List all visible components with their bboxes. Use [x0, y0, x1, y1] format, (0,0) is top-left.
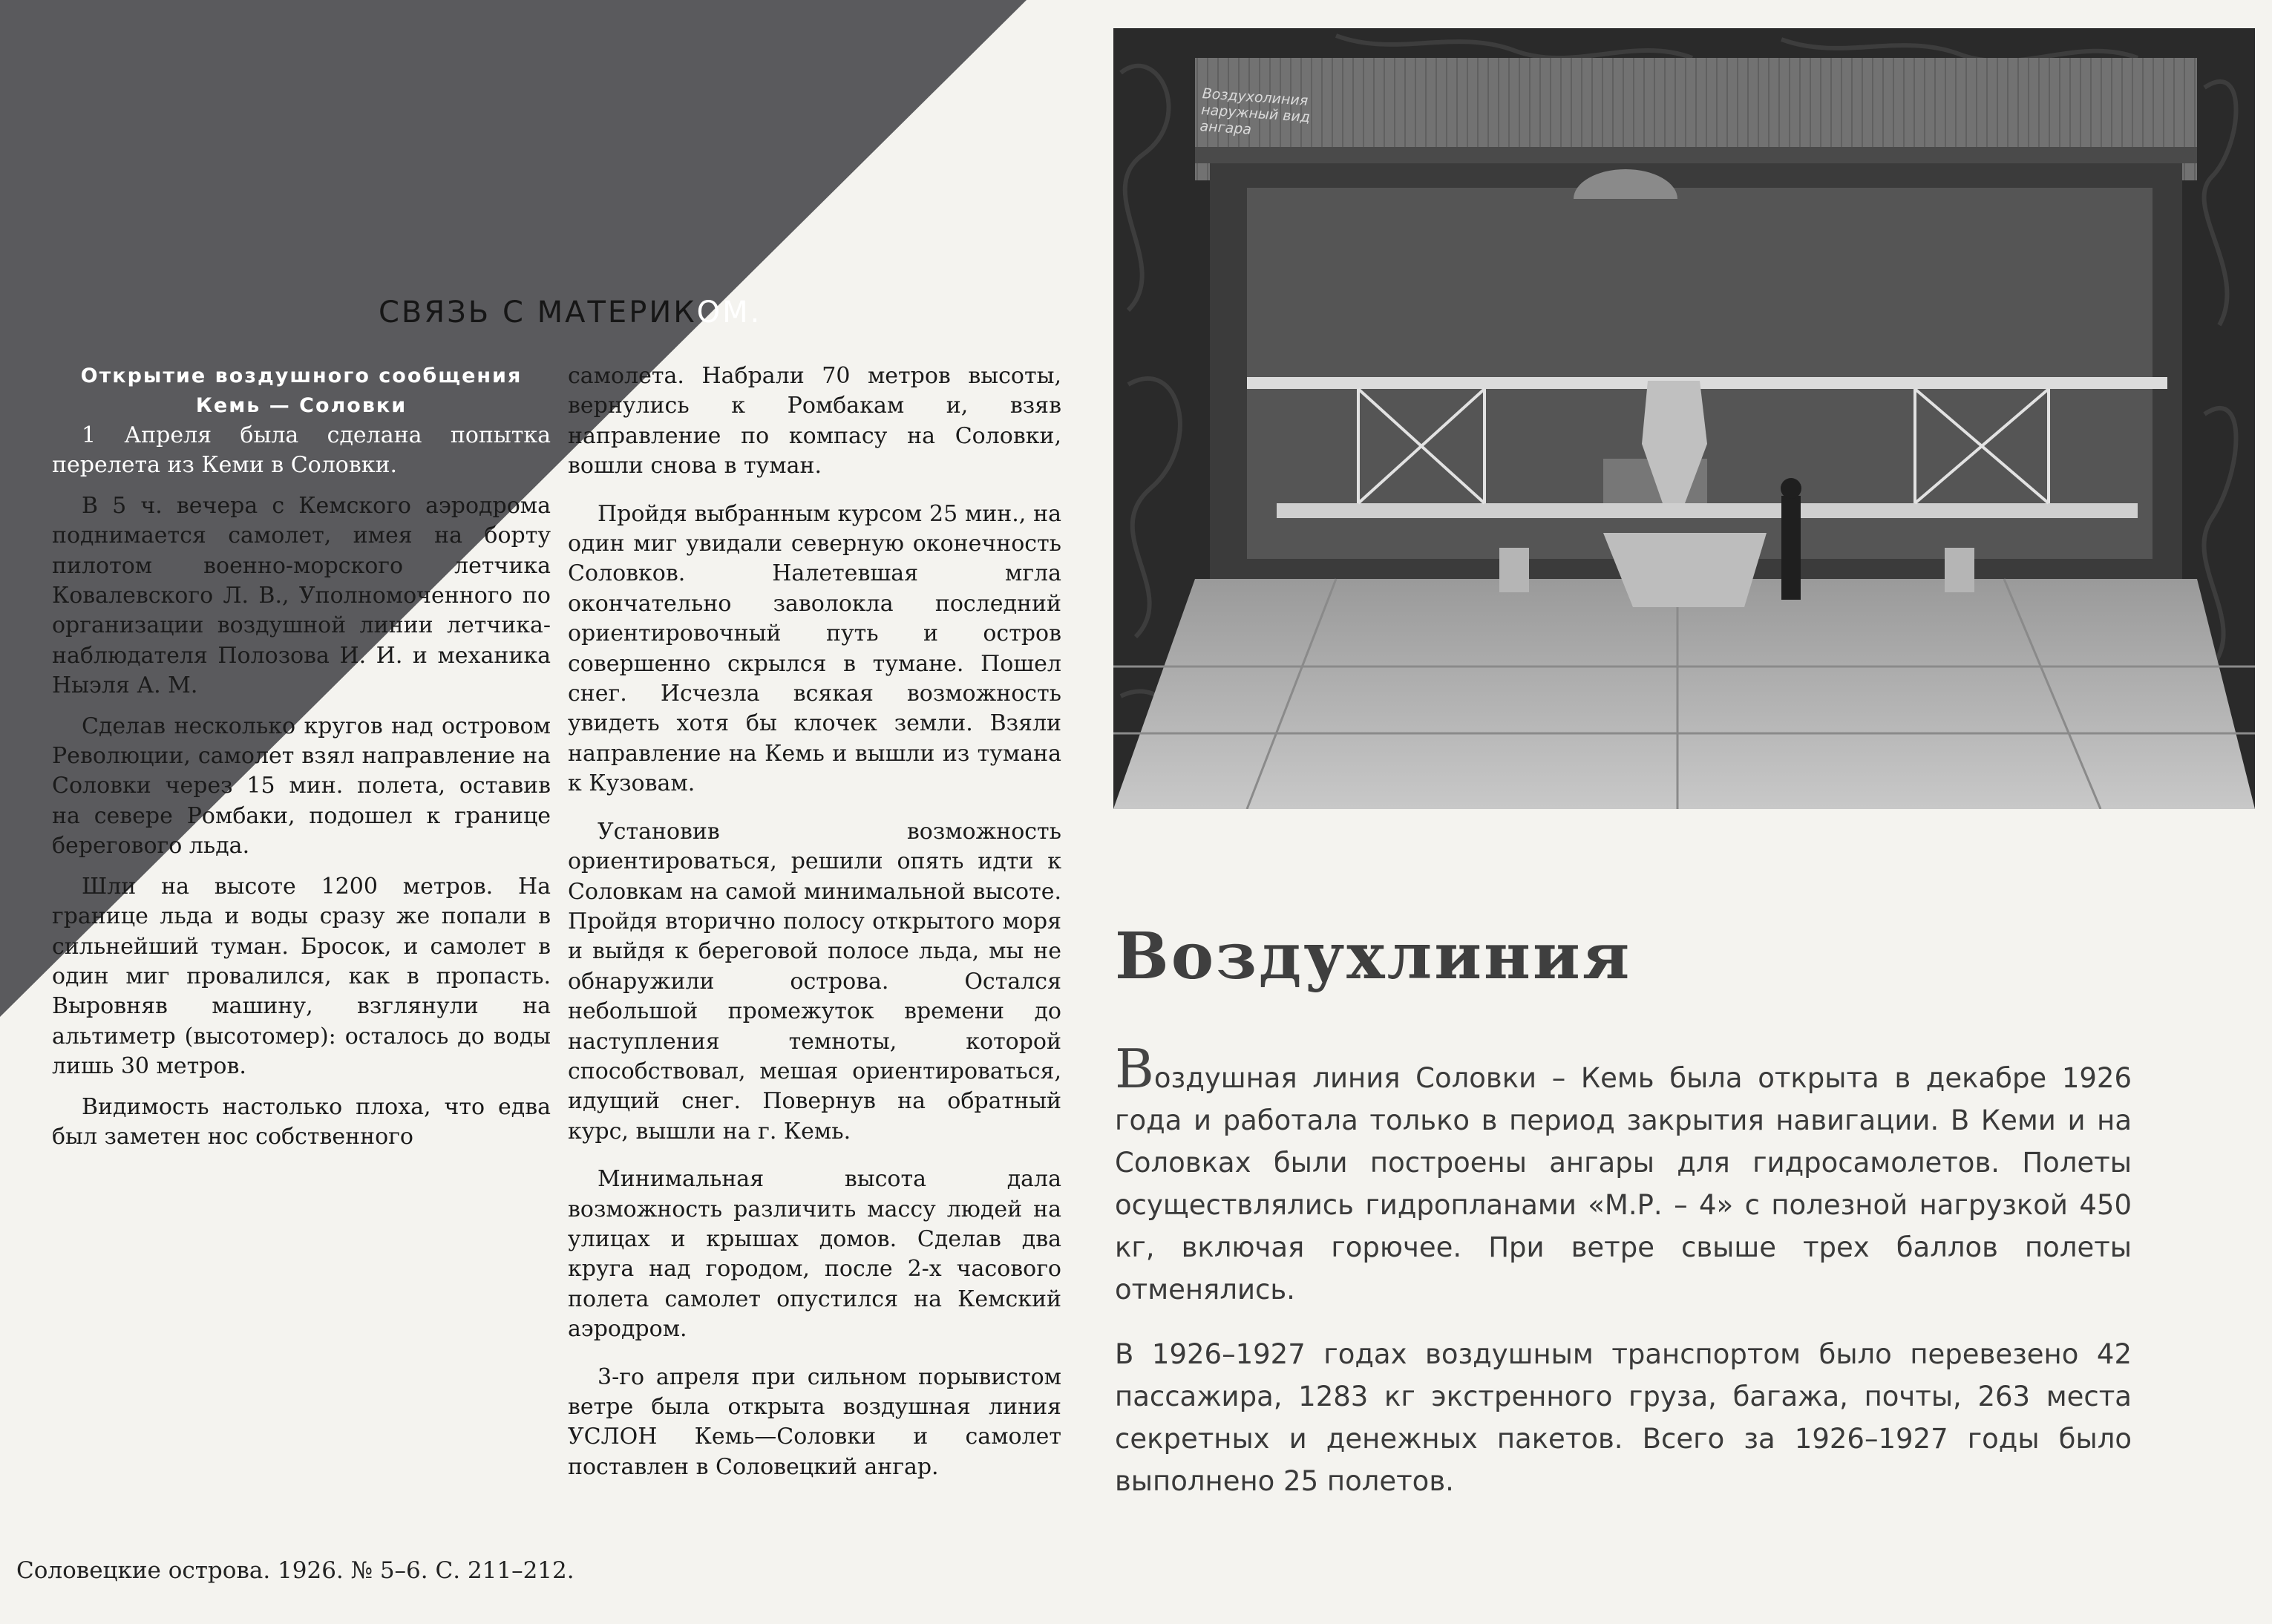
clipping-citation: Соловецкие острова. 1926. № 5–6. С. 211–212.	[16, 1557, 574, 1584]
hangar-photo-drawing	[1113, 28, 2255, 809]
clipping-paragraph: 3-го апреля при сильном порывистом ветре была открыта воздушная линия УСЛОН Кемь—Соловки и самолет поставлен в Соловецкий ангар.	[568, 1363, 1061, 1480]
clipping-paragraph: Шли на высоте 1200 метров. На границе льда и воды сразу же попали в сильнейший туман. Бросок, и самолет в один миг провалился, как в пропасть. Выровняв машину, взглянули на альтиметр (высотомер): осталось до воды лишь 30 метров.	[52, 873, 551, 1080]
photo-caption: Воздухолиния наружный вид ангара	[1199, 85, 1311, 138]
clipping-title	[379, 295, 762, 347]
clipping-column-2	[568, 361, 1061, 1500]
clipping-paragraph: 1 Апреля была сделана попытка перелета из Кеми в Соловки.	[52, 422, 551, 479]
article-body	[1115, 1038, 2132, 1525]
clipping-paragraph: Видимость настолько плоха, что едва был заметен нос собственного	[52, 1093, 551, 1150]
clipping-paragraph: Пройдя выбранным курсом 25 мин., на один миг увидали северную оконечность Соловков. Налетевшая мгла окончательно заволокла последний ориентировочный путь и остров совершенно скрылся в тумане. Пошел снег. Исчезла всякая возможность увидеть хотя бы клочек земли. Взяли направление на Кемь и вышли из тумана к Кузовам.	[568, 500, 1061, 797]
clipping-paragraph: Сделав несколько кругов над островом Революции, самолет взял направление на Соловки через 15 мин. полета, оставив на севере Ромбаки, подошел к границе берегового льда.	[52, 713, 551, 860]
article-paragraph: В 1926–1927 годах воздушным транспортом было перевезено 42 пассажира, 1283 кг экстренного груза, багажа, почты, 263 места секретных и денежных пакетов. Всего за 1926–1927 годы было выполнено 25 полетов.	[1115, 1338, 2132, 1497]
article-paragraph	[1115, 1038, 2132, 1311]
clipping-paragraph: Установив возможность ориентироваться, решили опять идти к Соловкам на самой минимальной высоте. Пройдя вторично полосу открытого моря и выйдя к береговой полосе льда, мы не обнаружили острова. Остался небольшой промежуток времени до наступления темноты, которой способствовал, мешая ориентироваться, идущий снег. Повернув на обратный курс, вышли на г. Кемь.	[568, 818, 1061, 1145]
clipping-paragraph: В 5 ч. вечера с Кемского аэродрома поднимается самолет, имея на борту пилотом военно-морского летчика Ковалевского Л. В., Уполномоченного по организации воздушной линии летчика-наблюдателя Полозова И. И. и механика Ныэля А. М.	[52, 492, 551, 699]
clipping-title-dark: СВЯЗЬ С МАТЕРИК	[379, 295, 697, 330]
clipping-subhead: Открытие воздушного сообщения Кемь — Соловки	[80, 364, 523, 417]
clipping-title-light: ОМ.	[696, 295, 762, 330]
article-paragraph-text: оздушная линия Соловки – Кемь была открыта в декабре 1926 года и работала только в период закрытия навигации. В Кеми и на Соловках были построены ангары для гидросамолетов. Полеты осуществлялись гидропланами «М.Р. – 4» с полезной нагрузкой 450 кг, включая горючее. При ветре свыше трех баллов полеты отменялись.	[1115, 1062, 2132, 1306]
clipping-column-1	[52, 361, 551, 1152]
hangar-photo	[1113, 28, 2255, 809]
clipping-paragraph: самолета. Набрали 70 метров высоты, вернулись к Ромбакам и, взяв направление по компасу на Соловки, вошли снова в туман.	[568, 363, 1061, 479]
drop-cap: В	[1115, 1038, 1154, 1100]
clipping-paragraph: Минимальная высота дала возможность различить массу людей на улицах и крышах домов. Сделав два круга над городом, после 2-х часового полета самолет опустился на Кемский аэродром.	[568, 1166, 1061, 1343]
article-title: Воздухлиния	[1115, 919, 1632, 994]
